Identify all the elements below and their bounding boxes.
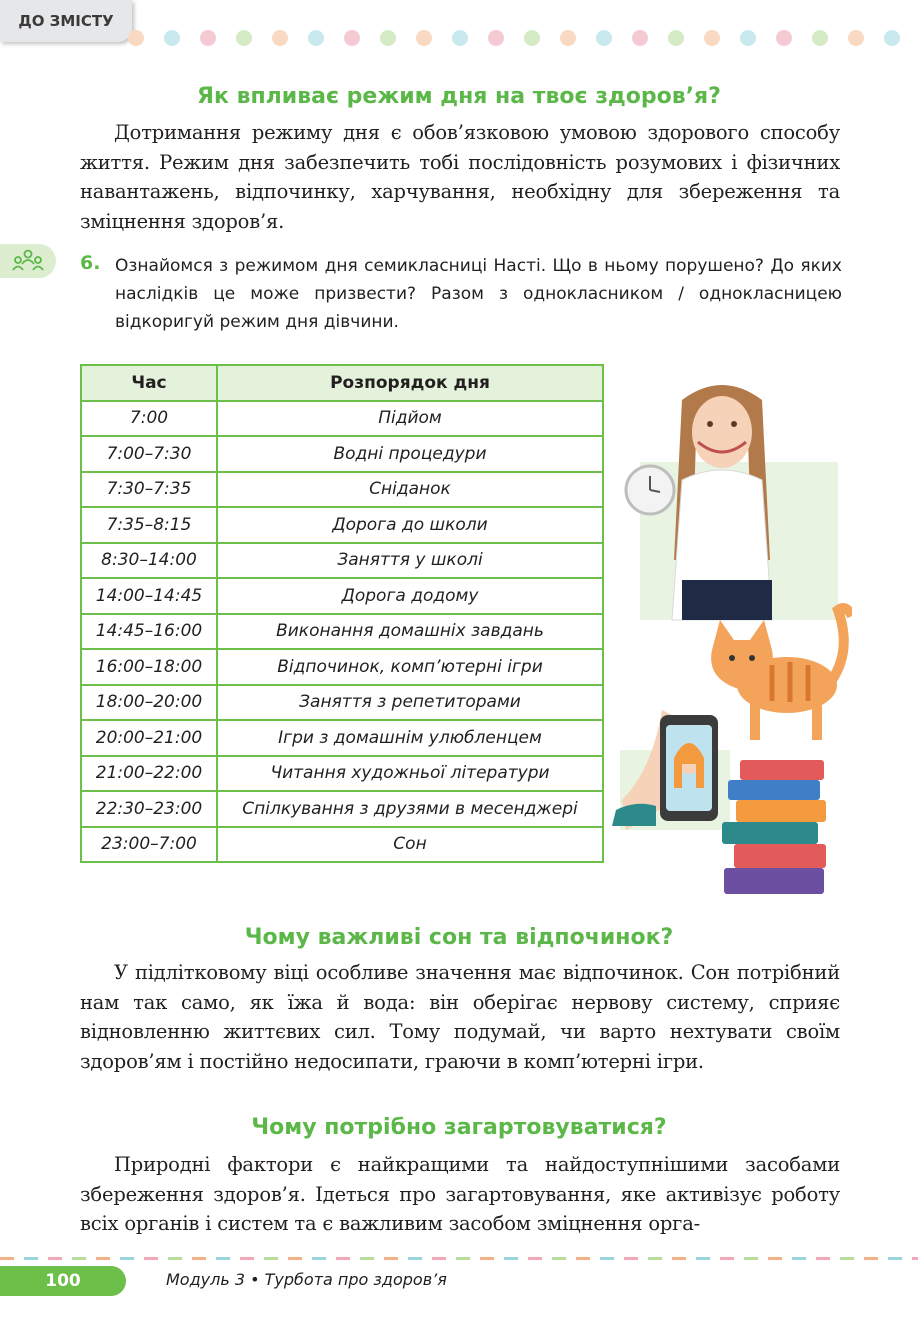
table-row bbox=[81, 472, 603, 508]
table-row bbox=[81, 756, 603, 792]
decorative-dot bbox=[128, 30, 144, 46]
decorative-dot bbox=[596, 30, 612, 46]
footer-dash bbox=[768, 1257, 782, 1260]
girl-with-alarm-clock-illustration bbox=[626, 385, 838, 620]
footer-dash bbox=[312, 1257, 326, 1260]
footer-dash bbox=[504, 1257, 518, 1260]
footer-dash bbox=[720, 1257, 734, 1260]
table-row bbox=[81, 791, 603, 827]
activity-cell: Дорога до школи bbox=[217, 507, 603, 543]
stack-of-books-illustration bbox=[722, 760, 826, 894]
activity-cell: Відпочинок, комп’ютерні ігри bbox=[217, 649, 603, 685]
decorative-dot bbox=[308, 30, 324, 46]
section-text-hardening: Природні фактори є найкращими та найдоступнішими засобами збереження здоров’я. Ідеться про загартовування, яке активізує роботу всіх органів і систем та є важливим засобом зміцнення орга- bbox=[80, 1153, 840, 1235]
footer-dash bbox=[360, 1257, 374, 1260]
footer-divider bbox=[0, 1256, 918, 1262]
table-header-row bbox=[81, 365, 603, 401]
decorative-dot bbox=[452, 30, 468, 46]
footer-dash bbox=[48, 1257, 62, 1260]
time-cell: 21:00–22:00 bbox=[81, 756, 217, 792]
decorative-dot bbox=[272, 30, 288, 46]
footer-dash bbox=[336, 1257, 350, 1260]
footer-dash bbox=[528, 1257, 542, 1260]
decorative-dot bbox=[416, 30, 432, 46]
time-cell: 7:00 bbox=[81, 401, 217, 437]
decorative-dot bbox=[668, 30, 684, 46]
footer-dash bbox=[288, 1257, 302, 1260]
footer-dash bbox=[384, 1257, 398, 1260]
footer-dash bbox=[144, 1257, 158, 1260]
decorative-dot bbox=[200, 30, 216, 46]
table-row bbox=[81, 507, 603, 543]
footer-dash bbox=[600, 1257, 614, 1260]
footer-dash bbox=[72, 1257, 86, 1260]
activity-cell: Читання художньої літератури bbox=[217, 756, 603, 792]
time-cell: 7:35–8:15 bbox=[81, 507, 217, 543]
illustrations bbox=[612, 380, 852, 920]
footer-dash bbox=[216, 1257, 230, 1260]
footer-dash bbox=[408, 1257, 422, 1260]
footer-dash bbox=[576, 1257, 590, 1260]
decorative-dot bbox=[884, 30, 900, 46]
footer-dash bbox=[792, 1257, 806, 1260]
footer-dash bbox=[744, 1257, 758, 1260]
footer-dash bbox=[96, 1257, 110, 1260]
time-cell: 18:00–20:00 bbox=[81, 685, 217, 721]
activity-cell: Сон bbox=[217, 827, 603, 863]
decorative-dots bbox=[0, 29, 918, 49]
section-heading-sleep: Чому важливі сон та відпочинок? bbox=[244, 925, 674, 950]
activity-cell: Сніданок bbox=[217, 472, 603, 508]
footer-dash bbox=[432, 1257, 446, 1260]
decorative-dot bbox=[488, 30, 504, 46]
section-heading-hardening: Чому потрібно загартовуватися? bbox=[251, 1115, 667, 1140]
table-row bbox=[81, 543, 603, 579]
activity-cell: Підйом bbox=[217, 401, 603, 437]
footer-dash bbox=[648, 1257, 662, 1260]
table-row bbox=[81, 578, 603, 614]
time-cell: 22:30–23:00 bbox=[81, 791, 217, 827]
footer-dash bbox=[888, 1257, 902, 1260]
footer-dash bbox=[912, 1257, 918, 1260]
task-text: Ознайомся з режимом дня семикласниці Насті. Що в ньому порушено? До яких наслідків це може призвести? Разом з однокласником / однокласницею відкоригуй режим дня дівчини. bbox=[115, 256, 842, 332]
section-text-routine: Дотримання режиму дня є обов’язковою умовою здорового способу життя. Режим дня забезпечить тобі послідовність розумових і фізичних навантажень, відпочинку, харчування, необхідну для збереження та зміцнення здоров’я. bbox=[80, 121, 840, 233]
time-cell: 7:30–7:35 bbox=[81, 472, 217, 508]
footer-dash bbox=[840, 1257, 854, 1260]
activity-cell: Водні процедури bbox=[217, 436, 603, 472]
decorative-dot bbox=[560, 30, 576, 46]
orange-cat-illustration bbox=[711, 608, 852, 740]
table-row bbox=[81, 685, 603, 721]
footer-dash bbox=[456, 1257, 470, 1260]
time-cell: 7:00–7:30 bbox=[81, 436, 217, 472]
daily-schedule-table bbox=[80, 364, 604, 863]
time-cell: 14:45–16:00 bbox=[81, 614, 217, 650]
decorative-dot bbox=[776, 30, 792, 46]
section-heading-routine: Як впливає режим дня на твоє здоров’я? bbox=[197, 84, 721, 109]
task-number: 6. bbox=[80, 252, 101, 274]
table-row bbox=[81, 827, 603, 863]
activity-cell: Спілкування з друзями в месенджері bbox=[217, 791, 603, 827]
decorative-dot bbox=[164, 30, 180, 46]
column-header-time: Час bbox=[81, 365, 217, 401]
hand-with-smartphone-illustration bbox=[612, 710, 730, 830]
decorative-dot bbox=[812, 30, 828, 46]
activity-cell: Заняття з репетиторами bbox=[217, 685, 603, 721]
footer-dash bbox=[120, 1257, 134, 1260]
footer-dash bbox=[0, 1257, 14, 1260]
decorative-dot bbox=[740, 30, 756, 46]
decorative-dot bbox=[704, 30, 720, 46]
table-row bbox=[81, 401, 603, 437]
table-row bbox=[81, 614, 603, 650]
section-text-sleep: У підлітковому віці особливе значення має відпочинок. Сон потрібний нам так само, як їжа й вода: він оберігає нервову систему, сприяє відновленню життєвих сил. Тому подумай, чи варто нехтувати своїм здоров’ям і постійно недосипати, граючи в комп’ютерні ігри. bbox=[80, 961, 840, 1073]
footer-dash bbox=[24, 1257, 38, 1260]
footer-dash bbox=[816, 1257, 830, 1260]
group-work-icon bbox=[0, 244, 56, 278]
time-cell: 16:00–18:00 bbox=[81, 649, 217, 685]
footer-dash bbox=[240, 1257, 254, 1260]
time-cell: 23:00–7:00 bbox=[81, 827, 217, 863]
footer-dash bbox=[624, 1257, 638, 1260]
decorative-dot bbox=[236, 30, 252, 46]
footer-dash bbox=[696, 1257, 710, 1260]
footer-dash bbox=[192, 1257, 206, 1260]
time-cell: 14:00–14:45 bbox=[81, 578, 217, 614]
table-row bbox=[81, 649, 603, 685]
column-header-activity: Розпорядок дня bbox=[217, 365, 603, 401]
toc-button[interactable]: ДО ЗМІСТУ bbox=[0, 0, 132, 42]
time-cell: 8:30–14:00 bbox=[81, 543, 217, 579]
table-row bbox=[81, 720, 603, 756]
time-cell: 20:00–21:00 bbox=[81, 720, 217, 756]
module-title: Модуль 3 • Турбота про здоров’я bbox=[166, 1270, 447, 1289]
footer-dash bbox=[168, 1257, 182, 1260]
decorative-dot bbox=[380, 30, 396, 46]
footer-dash bbox=[864, 1257, 878, 1260]
page-number: 100 bbox=[0, 1266, 126, 1296]
activity-cell: Виконання домашніх завдань bbox=[217, 614, 603, 650]
table-row bbox=[81, 436, 603, 472]
footer-dash bbox=[552, 1257, 566, 1260]
activity-cell: Дорога додому bbox=[217, 578, 603, 614]
decorative-dot bbox=[848, 30, 864, 46]
footer-dash bbox=[672, 1257, 686, 1260]
decorative-dot bbox=[524, 30, 540, 46]
activity-cell: Ігри з домашнім улюбленцем bbox=[217, 720, 603, 756]
decorative-dot bbox=[632, 30, 648, 46]
footer-dash bbox=[480, 1257, 494, 1260]
activity-cell: Заняття у школі bbox=[217, 543, 603, 579]
footer-dash bbox=[264, 1257, 278, 1260]
decorative-dot bbox=[344, 30, 360, 46]
